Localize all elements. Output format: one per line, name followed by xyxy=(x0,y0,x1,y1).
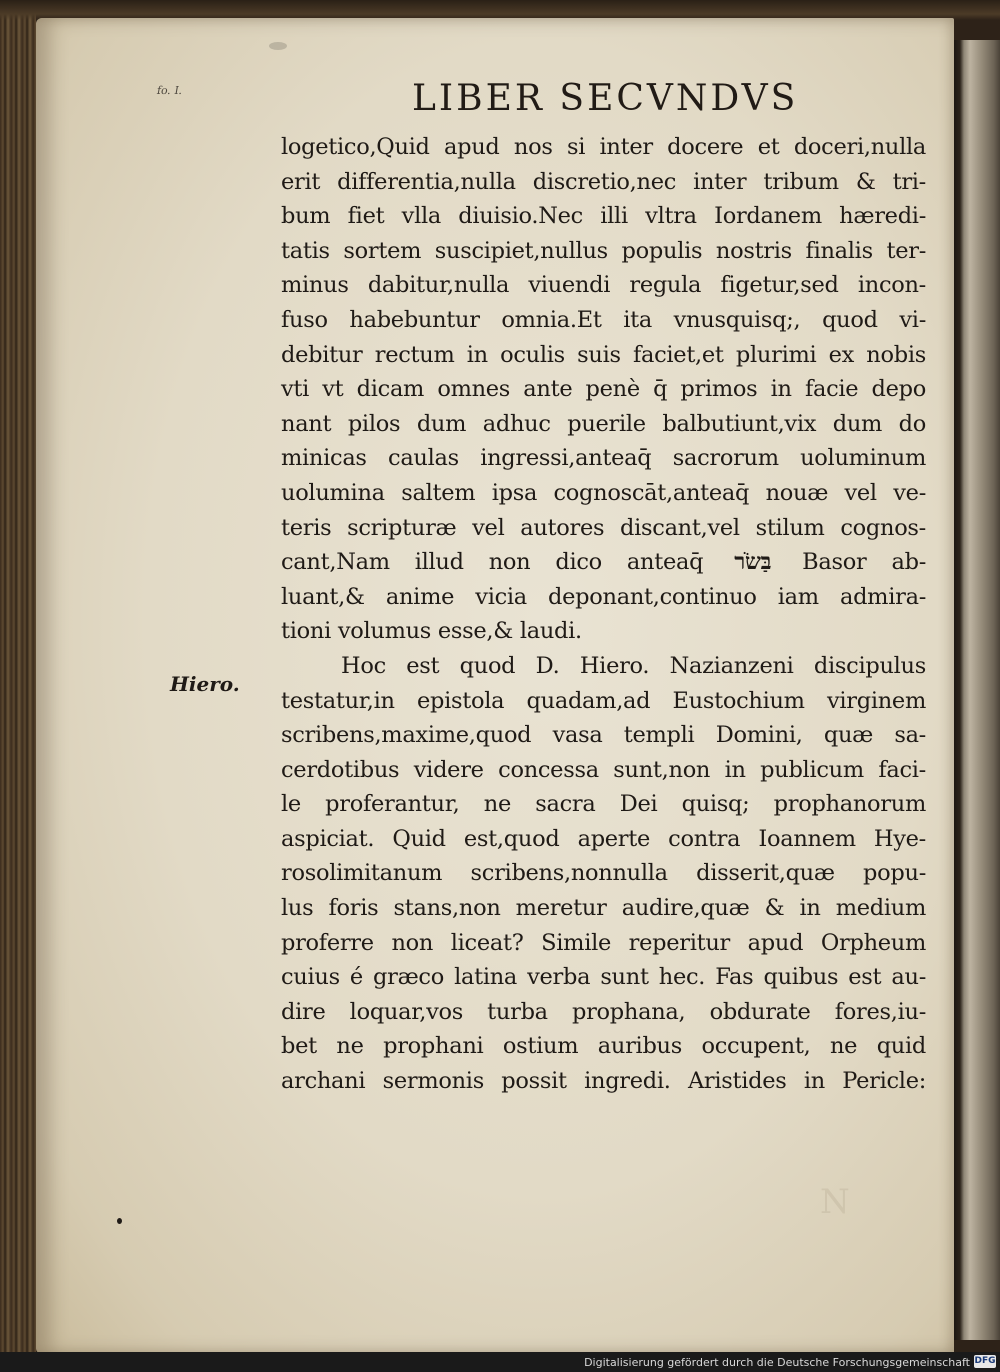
text-line: lus foris stans,non meretur audire,quæ & in medium xyxy=(281,895,926,922)
paragraph-2 xyxy=(281,649,926,1099)
text-line: bum fiet vlla diuisio.Nec illi vltra Iordanem hæredi- xyxy=(281,203,926,230)
paragraph-1 xyxy=(281,130,926,545)
text-line: teris scripturæ vel autores discant,vel stilum cognos- xyxy=(281,514,926,541)
text-line: luant,& anime vicia deponant,continuo iam admira- xyxy=(281,583,926,610)
marginal-note: Hiero. xyxy=(170,672,240,696)
dfg-logo: DFG xyxy=(974,1356,996,1366)
text-line: Hoc est quod D. Hiero. Nazianzeni discipulus xyxy=(341,652,926,679)
text-line: logetico,Quid apud nos si inter docere et doceri,nulla xyxy=(281,134,926,160)
main-text-block xyxy=(281,130,926,1099)
text-line: testatur,in epistola quadam,ad Eustochium virginem xyxy=(281,687,926,714)
text-line: bet ne prophani ostium auribus occupent, ne quid xyxy=(281,1033,926,1060)
text-line: scribens,maxime,quod vasa templi Domini, quæ sa- xyxy=(281,722,926,749)
text-line: cuius é græco latina verba sunt hec. Fas quibus est au- xyxy=(281,964,926,991)
show-through-letter: N xyxy=(820,1182,850,1222)
running-head: LIBER SECVNDVS xyxy=(412,78,799,119)
text-line: dire loquar,vos turba prophana, obdurate fores,iu- xyxy=(281,998,926,1025)
text-line: minus dabitur,nulla viuendi regula figetur,sed incon- xyxy=(281,272,926,299)
text-line: minicas caulas ingressi,anteaq̄ sacrorum uoluminum xyxy=(281,445,926,472)
book-binding-edge xyxy=(0,0,36,1372)
text-line: tatis sortem suscipiet,nullus populis nostris finalis ter- xyxy=(281,237,926,264)
text-line: cerdotibus videre concessa sunt,non in publicum faci- xyxy=(281,756,926,783)
hebrew-word: בַּשֹׂר xyxy=(734,549,772,576)
signature-mark: fo. I. xyxy=(155,84,184,97)
ink-spot xyxy=(117,1218,122,1224)
digitization-credit: Digitalisierung gefördert durch die Deutsche Forschungsgemeinschaft xyxy=(584,1356,970,1369)
paper-stain xyxy=(269,42,287,50)
text-line: vti vt dicam omnes ante penè q̄ primos in facie depo xyxy=(281,376,926,403)
text-line: proferre non liceat? Simile reperitur apud Orpheum xyxy=(281,929,926,956)
text-line: rosolimitanum scribens,nonnulla disserit,quæ popu- xyxy=(281,860,926,887)
text-line: nant pilos dum adhuc puerile balbutiunt,vix dum do xyxy=(281,410,926,437)
text-line: archani sermonis possit ingredi. Aristides in Pericle: xyxy=(281,1068,926,1095)
paragraph-1-tail xyxy=(281,580,926,649)
text-line: tioni volumus esse,& laudi. xyxy=(281,618,582,645)
text-line: le proferantur, ne sacra Dei quisq; prophanorum xyxy=(281,791,926,818)
text-line-hebrew xyxy=(281,545,926,580)
text-line: erit differentia,nulla discretio,nec inter tribum & tri- xyxy=(281,168,926,195)
text-line: uolumina saltem ipsa cognoscāt,anteaq̄ nouæ vel ve- xyxy=(281,479,926,506)
hebrew-line-before: cant,Nam illud non dico anteaq̄ xyxy=(281,549,704,576)
text-line: fuso habebuntur omnia.Et ita vnusquisq;, quod vi- xyxy=(281,306,926,333)
text-line: debitur rectum in oculis suis faciet,et plurimi ex nobis xyxy=(281,341,926,368)
facing-page-edge xyxy=(954,40,1000,1340)
hebrew-line-after: Basor ab- xyxy=(802,549,926,576)
text-line: aspiciat. Quid est,quod aperte contra Ioannem Hye- xyxy=(281,825,926,852)
book-top-edge xyxy=(0,0,1000,20)
